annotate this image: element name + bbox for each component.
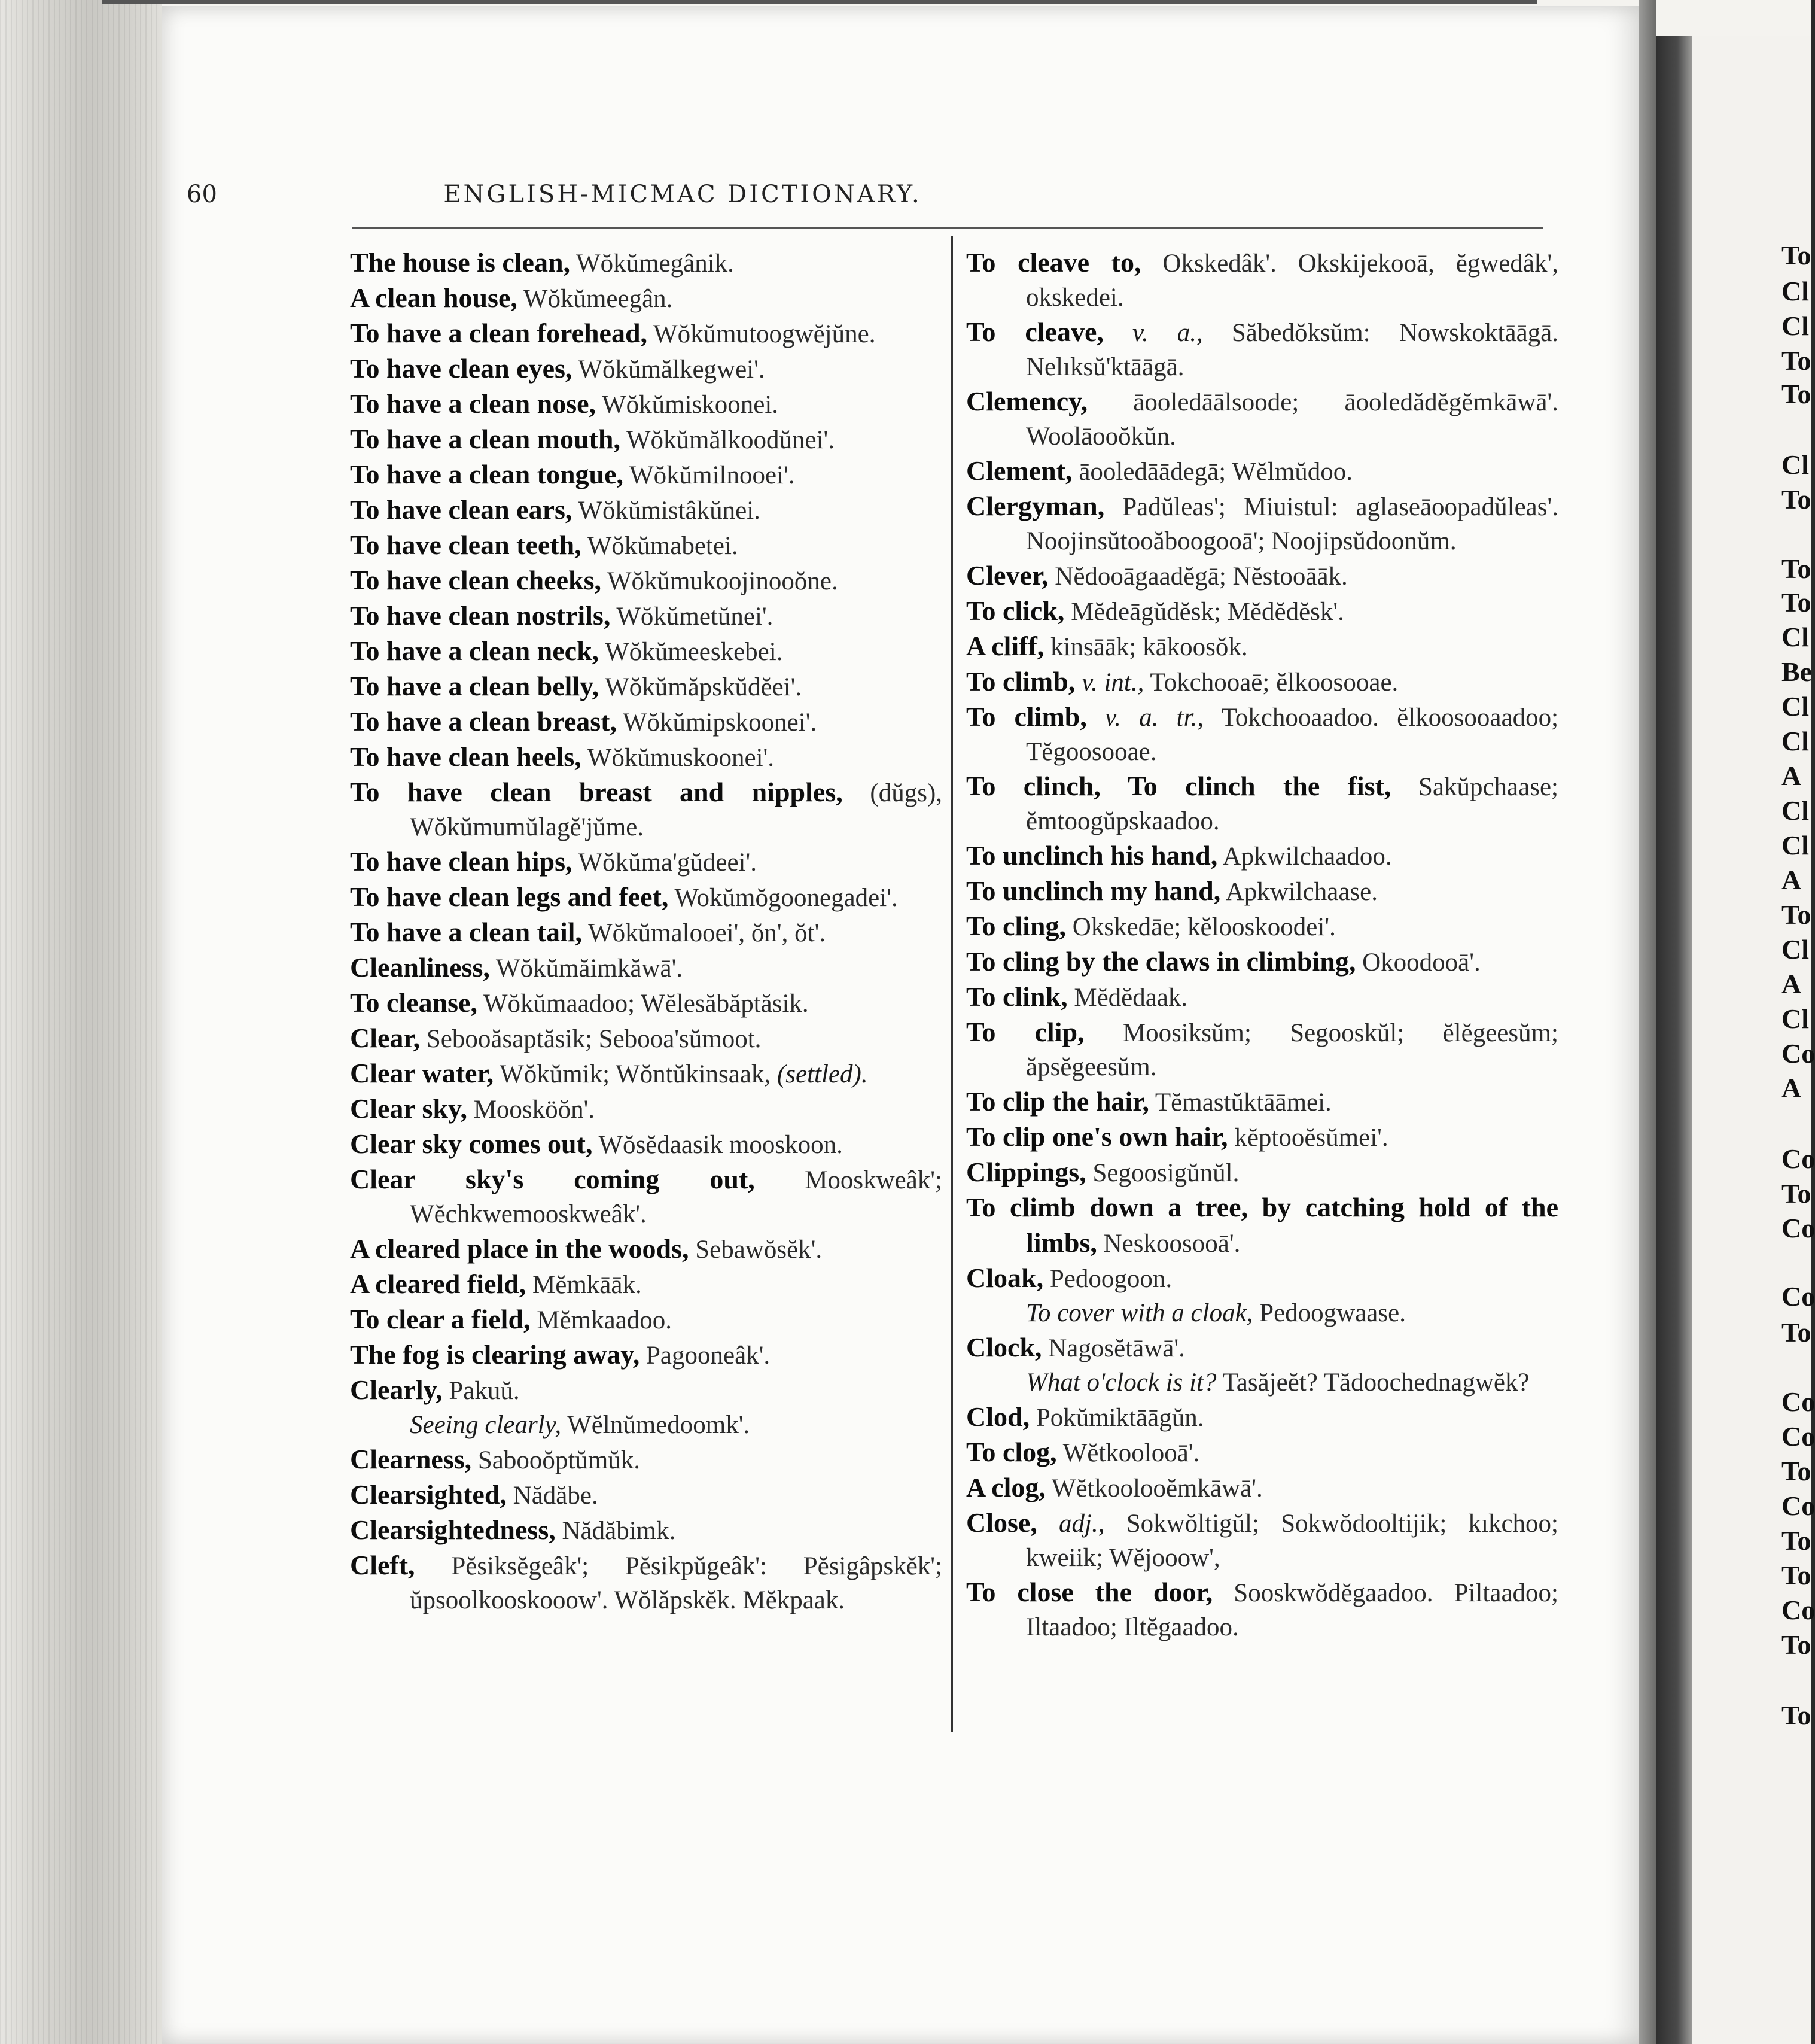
entry-micmac: Sakŭpchaase; ĕmtoogŭpskaadoo. — [1026, 773, 1558, 835]
entry-headword: To clip one's own hair, — [966, 1121, 1228, 1152]
dictionary-entry — [350, 1091, 942, 1127]
entry-micmac: Wŏkŭmipskoonei'. — [622, 708, 817, 737]
facing-page-text-fragment: Cl — [1781, 1003, 1809, 1034]
facing-page-text-fragment: Cl — [1781, 934, 1809, 965]
facing-page-text-fragment: To — [1781, 1560, 1811, 1590]
entry-micmac: Sebawŏsĕk'. — [695, 1236, 823, 1264]
dictionary-entry — [350, 634, 942, 669]
entry-micmac: Pakuŭ. — [449, 1377, 520, 1405]
entry-headword: A cleared field, — [350, 1269, 526, 1299]
sub-entry-micmac: Wĕlnŭmedoomk'. — [567, 1411, 750, 1439]
dictionary-entry — [350, 422, 942, 457]
entry-micmac: Mĕmkāāk. — [532, 1271, 642, 1299]
entry-micmac: Okskedāe; kĕlooskoodei'. — [1072, 913, 1336, 941]
entry-headword: Clever, — [966, 560, 1049, 591]
dictionary-entry — [966, 664, 1558, 699]
entry-headword: To have clean hips, — [350, 846, 572, 877]
dictionary-entry — [966, 1155, 1558, 1190]
book-page-edges — [0, 0, 162, 2044]
entry-headword: Clemency, — [966, 386, 1088, 416]
dictionary-entry — [350, 457, 942, 492]
entry-headword: To clinch, To clinch the fist, — [966, 771, 1391, 801]
entry-headword: A clog, — [966, 1472, 1046, 1502]
dictionary-entry — [350, 1056, 942, 1091]
dictionary-entry — [350, 1231, 942, 1267]
entry-headword: To have clean teeth, — [350, 530, 581, 560]
facing-page-text-fragment: To — [1781, 1700, 1811, 1730]
entry-headword: To cleave, — [966, 317, 1104, 347]
dictionary-entry — [966, 1120, 1558, 1155]
entry-micmac: kĕptooĕsŭmei'. — [1234, 1124, 1388, 1152]
sub-entry — [966, 1296, 1558, 1330]
facing-page-text-fragment: Cl — [1781, 622, 1809, 652]
entry-headword: To have clean breast and nipples, — [350, 777, 843, 807]
dictionary-entry — [350, 351, 942, 387]
dictionary-entry — [966, 909, 1558, 944]
entry-headword: Clearly, — [350, 1374, 443, 1405]
entry-headword: To have a clean tongue, — [350, 459, 624, 489]
entry-micmac: Wŏkŭmuskoonei'. — [587, 744, 775, 772]
entry-headword: To clog, — [966, 1437, 1057, 1467]
entry-micmac: Mĕdeāgŭdĕsk; Mĕdĕdĕsk'. — [1071, 598, 1344, 626]
entry-micmac: Okoodooā'. — [1362, 948, 1481, 977]
entry-grammar: v. int., — [1082, 668, 1144, 696]
entry-headword: To have a clean nose, — [350, 388, 596, 419]
dictionary-entry — [350, 1477, 942, 1513]
dictionary-entry — [350, 1127, 942, 1162]
entry-micmac: Săbedŏksŭm: Nowskoktāāgā. Nelıksŭ'ktāāgā. — [1026, 319, 1558, 381]
facing-page-text-fragment: A — [1781, 761, 1802, 791]
dictionary-entry — [350, 1162, 942, 1231]
entry-micmac: Pokŭmiktāāgŭn. — [1036, 1404, 1204, 1432]
entry-micmac: Wŏkŭmiskoonei. — [602, 391, 779, 419]
entry-micmac: Moosköŏn'. — [473, 1096, 595, 1124]
entry-headword: Clear, — [350, 1023, 421, 1053]
entry-headword: To have a clean belly, — [350, 671, 599, 701]
entry-micmac: Wŏkŭmalooei', ŏn', ŏt'. — [588, 919, 826, 947]
entry-micmac: Wŏkŭmaadoo; Wĕlesăbăptăsik. — [483, 990, 809, 1018]
dictionary-entry — [350, 1337, 942, 1373]
entry-headword: Clearsighted, — [350, 1479, 507, 1510]
entry-grammar: v. a. tr., — [1105, 704, 1204, 732]
dictionary-entry — [966, 594, 1558, 629]
dictionary-entry — [966, 1470, 1558, 1505]
entry-grammar: v. a., — [1132, 319, 1203, 347]
facing-page-text-fragment: To — [1781, 379, 1811, 409]
facing-page-text-fragment: Cl — [1781, 795, 1809, 826]
entry-headword: Clement, — [966, 455, 1073, 486]
dictionary-entry — [966, 384, 1558, 454]
facing-page-text-fragment: To — [1781, 1178, 1811, 1209]
sub-entry — [966, 1365, 1558, 1400]
sub-entry-phrase: Seeing clearly, — [410, 1411, 562, 1439]
dictionary-entry — [350, 1373, 942, 1408]
entry-headword: Cleanliness, — [350, 952, 490, 983]
entry-headword: Clod, — [966, 1401, 1030, 1432]
entry-micmac: Sokwŏltigŭl; Sokwŏdooltijik; kıkchoo; kweiik; Wĕjooow', — [1026, 1510, 1558, 1572]
facing-page-text-fragment: Co — [1781, 1213, 1815, 1243]
entry-micmac: Mĕmkaadoo. — [537, 1306, 672, 1334]
sub-entry-phrase: What o'clock is it? — [1026, 1368, 1217, 1397]
dictionary-entry — [350, 1302, 942, 1337]
dictionary-entry — [350, 915, 942, 950]
page-header — [187, 181, 1178, 217]
sub-entry — [350, 1408, 942, 1442]
entry-headword: Close, — [966, 1507, 1037, 1538]
dictionary-entry — [966, 769, 1558, 838]
facing-page-text-fragment: A — [1781, 865, 1802, 895]
dictionary-entry — [350, 492, 942, 528]
book-gutter — [1639, 0, 1656, 2044]
entry-micmac: (dŭgs), Wŏkŭmumŭlagĕ'jŭme. — [410, 779, 943, 841]
entry-micmac: āooledāādegā; Wĕlmŭdoo. — [1079, 458, 1353, 486]
entry-micmac: Apkwilchaase. — [1225, 878, 1378, 906]
dictionary-entry — [966, 1015, 1558, 1084]
entry-micmac: Neskoosooā'. — [1103, 1230, 1241, 1258]
facing-page-fragment — [1656, 36, 1815, 2044]
dictionary-entry — [350, 1548, 942, 1617]
facing-page-text-fragment: Co — [1781, 1038, 1815, 1069]
dictionary-entry — [350, 281, 942, 316]
dictionary-entry — [350, 740, 942, 775]
entry-headword: To have a clean tail, — [350, 917, 583, 947]
column-divider — [951, 236, 953, 1732]
entry-micmac: Nagosĕtāwā'. — [1048, 1334, 1185, 1362]
entry-micmac: Nĕdooāgaadĕgā; Nĕstooāāk. — [1055, 562, 1348, 591]
dictionary-entry — [350, 704, 942, 740]
entry-micmac: Wŏkŭmeeskebei. — [605, 638, 783, 666]
entry-headword: To close the door, — [966, 1577, 1213, 1607]
page-number: 60 — [187, 181, 217, 208]
entry-note: (settled). — [776, 1060, 868, 1088]
entry-headword: To have clean nostrils, — [350, 600, 611, 631]
facing-page-text-fragment: Cl — [1781, 691, 1809, 722]
facing-page-text-fragment: Co — [1781, 1386, 1815, 1417]
dictionary-entry — [350, 598, 942, 634]
entry-headword: Clear water, — [350, 1058, 494, 1088]
facing-page-text-fragment: Cl — [1781, 276, 1809, 306]
top-shadow-line — [102, 0, 1537, 4]
entry-headword: Clock, — [966, 1332, 1042, 1362]
dictionary-entry — [966, 1190, 1558, 1261]
dictionary-entry — [966, 874, 1558, 909]
dictionary-entry — [966, 1575, 1558, 1644]
entry-headword: Clearness, — [350, 1444, 472, 1474]
entry-headword: To unclinch his hand, — [966, 840, 1218, 871]
entry-micmac: Mooskweâk'; Wĕchkwemooskweâk'. — [410, 1166, 942, 1228]
dictionary-entry — [966, 1505, 1558, 1575]
entry-micmac: Wŏkŭmistâkŭnei. — [578, 497, 760, 525]
entry-headword: To have a clean forehead, — [350, 318, 648, 348]
entry-headword: A cliff, — [966, 631, 1044, 661]
entry-micmac: Wŏkŭmilnooei'. — [629, 461, 795, 489]
entry-micmac: Nădăbe. — [513, 1482, 598, 1510]
facing-page-text-fragment: To — [1781, 1629, 1811, 1660]
facing-page-text-fragment: Co — [1781, 1491, 1815, 1521]
entry-headword: Cloak, — [966, 1263, 1044, 1293]
facing-page-text-fragment: To — [1781, 240, 1811, 270]
entry-micmac: Sabooŏptŭmŭk. — [477, 1446, 641, 1474]
right-column — [966, 245, 1558, 1644]
entry-headword: To cleave to, — [966, 247, 1141, 278]
entry-micmac: āooledāālsoode; āooledădĕgĕmkāwā'. Woolāooŏkŭn. — [1026, 388, 1559, 451]
entry-headword: The house is clean, — [350, 247, 571, 278]
entry-micmac: Nădăbimk. — [562, 1517, 676, 1545]
facing-page-text-fragment: Be — [1781, 656, 1813, 687]
dictionary-entry — [966, 838, 1558, 874]
entry-headword: Cleft, — [350, 1550, 415, 1580]
dictionary-entry — [350, 775, 942, 844]
dictionary-entry — [350, 1442, 942, 1477]
entry-micmac: Wŏkŭmik; Wŏntŭkinsaak, — [500, 1060, 771, 1088]
entry-micmac: Segoosigŭnŭl. — [1092, 1159, 1240, 1187]
entry-micmac: Pĕsiksĕgeâk'; Pĕsikpŭgeâk': Pĕsigâpskĕk'; ŭpsoolkooskooow'. Wŏlăpskĕk. Mĕkpaak. — [410, 1552, 942, 1614]
left-column — [350, 245, 942, 1617]
book-spine-shadow — [1656, 36, 1692, 2044]
dictionary-entry — [966, 1330, 1558, 1365]
entry-headword: Clear sky comes out, — [350, 1129, 593, 1159]
dictionary-entry — [966, 1084, 1558, 1120]
entry-micmac: Wĕtkoolooā'. — [1062, 1439, 1200, 1467]
entry-headword: Clear sky, — [350, 1093, 467, 1124]
entry-headword: A cleared place in the woods, — [350, 1233, 689, 1264]
entry-headword: To clip, — [966, 1017, 1085, 1047]
dictionary-entry — [350, 950, 942, 986]
dictionary-entry — [966, 315, 1558, 384]
entry-headword: To climb down a tree, by catching hold of the limbs, — [966, 1192, 1558, 1258]
dictionary-entry — [966, 980, 1558, 1015]
sub-entry-micmac: Pedoogwaase. — [1259, 1299, 1406, 1327]
dictionary-entry — [966, 944, 1558, 980]
dictionary-entry — [966, 454, 1558, 489]
entry-headword: Clear sky's coming out, — [350, 1164, 755, 1194]
dictionary-entry — [966, 245, 1558, 315]
entry-micmac: Tĕmastŭktāāmei. — [1155, 1088, 1332, 1117]
facing-page-text-fragment: A — [1781, 969, 1802, 999]
entry-micmac: Wŏkŭmeegân. — [523, 285, 673, 313]
entry-headword: To clear a field, — [350, 1304, 531, 1334]
entry-headword: To have clean cheeks, — [350, 565, 601, 595]
entry-micmac: Wŏkŭmăpskŭdĕei'. — [605, 673, 802, 701]
entry-headword: To cling by the claws in climbing, — [966, 946, 1356, 977]
entry-micmac: Wŏkŭmălkegwei'. — [578, 355, 765, 384]
dictionary-entry — [350, 245, 942, 281]
entry-micmac: Wŏkŭmabetei. — [587, 532, 738, 560]
entry-micmac: Wŏkŭmălkoodŭnei'. — [626, 426, 835, 454]
facing-page-text-fragment: Co — [1781, 1143, 1815, 1174]
dictionary-entry — [350, 387, 942, 422]
entry-micmac: Wŏkŭmutoogwĕjŭne. — [653, 320, 876, 348]
dictionary-entry — [966, 1261, 1558, 1296]
entry-micmac: Moosiksŭm; Segooskŭl; ĕlĕgeesŭm; ăpsĕgeesŭm. — [1026, 1019, 1558, 1081]
facing-page-text-fragment: Co — [1781, 1281, 1815, 1312]
entry-micmac: Mĕdĕdaak. — [1074, 984, 1188, 1012]
entry-headword: Clergyman, — [966, 491, 1105, 521]
entry-micmac: Wŏsĕdaasik mooskoon. — [598, 1131, 843, 1159]
dictionary-entry — [350, 1021, 942, 1056]
entry-micmac: Padŭleas'; Miuistul: aglaseāoopadŭleas'. Noojinsŭtooăboogooā'; Noojipsŭdoonŭm. — [1026, 493, 1558, 555]
entry-headword: To climb, — [966, 666, 1076, 696]
facing-page-text-fragment: To — [1781, 345, 1811, 376]
entry-headword: To have a clean neck, — [350, 635, 599, 666]
facing-page-text-fragment: To — [1781, 899, 1811, 930]
entry-micmac: Sooskwŏdĕgaadoo. Piltaadoo; Iltaadoo; Iltĕgaadoo. — [1026, 1579, 1558, 1641]
facing-page-text-fragment: Co — [1781, 1421, 1815, 1452]
dictionary-entry — [966, 699, 1558, 769]
facing-page-text-fragment: Co — [1781, 1595, 1815, 1625]
facing-page-text-fragment: To — [1781, 484, 1811, 515]
dictionary-entry — [350, 563, 942, 598]
dictionary-entry — [966, 489, 1558, 558]
entry-headword: To click, — [966, 595, 1065, 626]
dictionary-entry — [350, 844, 942, 880]
entry-micmac: Wŏkŭma'gŭdeei'. — [578, 848, 757, 877]
entry-headword: The fog is clearing away, — [350, 1339, 640, 1370]
dictionary-entry — [350, 528, 942, 563]
dictionary-entry — [966, 1435, 1558, 1470]
facing-page-text-fragment: Cl — [1781, 449, 1809, 480]
sub-entry-micmac: Tasăjeĕt? Tădoochednagwĕk? — [1222, 1368, 1530, 1397]
entry-headword: To climb, — [966, 701, 1087, 732]
entry-headword: To clink, — [966, 981, 1068, 1012]
entry-headword: To have a clean mouth, — [350, 424, 620, 454]
entry-micmac: kinsāāk; kākoosŏk. — [1050, 633, 1248, 661]
entry-headword: Clearsightedness, — [350, 1514, 556, 1545]
facing-page-text-fragment: Cl — [1781, 726, 1809, 756]
entry-micmac: Wŏkŭmukoojinooŏne. — [607, 567, 838, 595]
entry-micmac: Pedoogoon. — [1049, 1265, 1173, 1293]
entry-grammar: adj., — [1059, 1510, 1105, 1538]
facing-page-text-fragment: Cl — [1781, 830, 1809, 860]
entry-micmac: Wŏkŭmăimkăwā'. — [495, 954, 683, 983]
facing-page-text-fragment: To — [1781, 1317, 1811, 1348]
facing-page-text-fragment: To — [1781, 1525, 1811, 1556]
entry-micmac: Pagooneâk'. — [646, 1342, 771, 1370]
dictionary-entry — [350, 669, 942, 704]
entry-headword: To have clean eyes, — [350, 353, 572, 384]
entry-headword: To have clean legs and feet, — [350, 881, 669, 912]
entry-micmac: Tokchooaē; ĕlkoosooae. — [1150, 668, 1399, 696]
dictionary-entry — [350, 1513, 942, 1548]
entry-micmac: Wŏkŭmegânik. — [576, 250, 734, 278]
entry-micmac: Sebooăsaptăsik; Sebooa'sŭmoot. — [426, 1025, 762, 1053]
entry-headword: To unclinch my hand, — [966, 875, 1221, 906]
entry-headword: To have a clean breast, — [350, 706, 617, 737]
dictionary-entry — [966, 558, 1558, 594]
entry-micmac: Wĕtkoolooĕmkāwā'. — [1051, 1474, 1263, 1502]
running-title: ENGLISH-MICMAC DICTIONARY. — [443, 181, 922, 208]
dictionary-entry — [350, 316, 942, 351]
entry-headword: Clippings, — [966, 1157, 1086, 1187]
entry-headword: A clean house, — [350, 282, 517, 313]
facing-page-text-fragment: To — [1781, 1456, 1811, 1486]
entry-micmac: Okskedâk'. Okskijekooā, ĕgwedâk', okskedei. — [1026, 250, 1559, 312]
entry-headword: To clip the hair, — [966, 1086, 1149, 1117]
dictionary-entry — [350, 880, 942, 915]
entry-micmac: Apkwilchaadoo. — [1222, 842, 1392, 871]
dictionary-entry — [966, 629, 1558, 664]
entry-headword: To have clean ears, — [350, 494, 572, 525]
facing-page-text-fragment: Cl — [1781, 311, 1809, 341]
entry-headword: To cleanse, — [350, 987, 477, 1018]
header-rule — [352, 227, 1543, 229]
entry-micmac: Wŏkŭmetŭnei'. — [616, 603, 773, 631]
entry-micmac: Tokchooaadoo. ĕlkoosooaadoo; Tĕgoosooae. — [1026, 704, 1559, 766]
sub-entry-phrase: To cover with a cloak, — [1026, 1299, 1253, 1327]
facing-page-text-fragment: To — [1781, 553, 1811, 584]
facing-page-text-fragment: To — [1781, 587, 1811, 618]
facing-page-text-fragment: A — [1781, 1073, 1802, 1103]
entry-headword: To have clean heels, — [350, 741, 581, 772]
entry-headword: To cling, — [966, 911, 1067, 941]
dictionary-entry — [350, 1267, 942, 1302]
dictionary-entry — [350, 986, 942, 1021]
dictionary-entry — [966, 1400, 1558, 1435]
entry-micmac: Wokŭmŏgoonegadei'. — [674, 884, 898, 912]
